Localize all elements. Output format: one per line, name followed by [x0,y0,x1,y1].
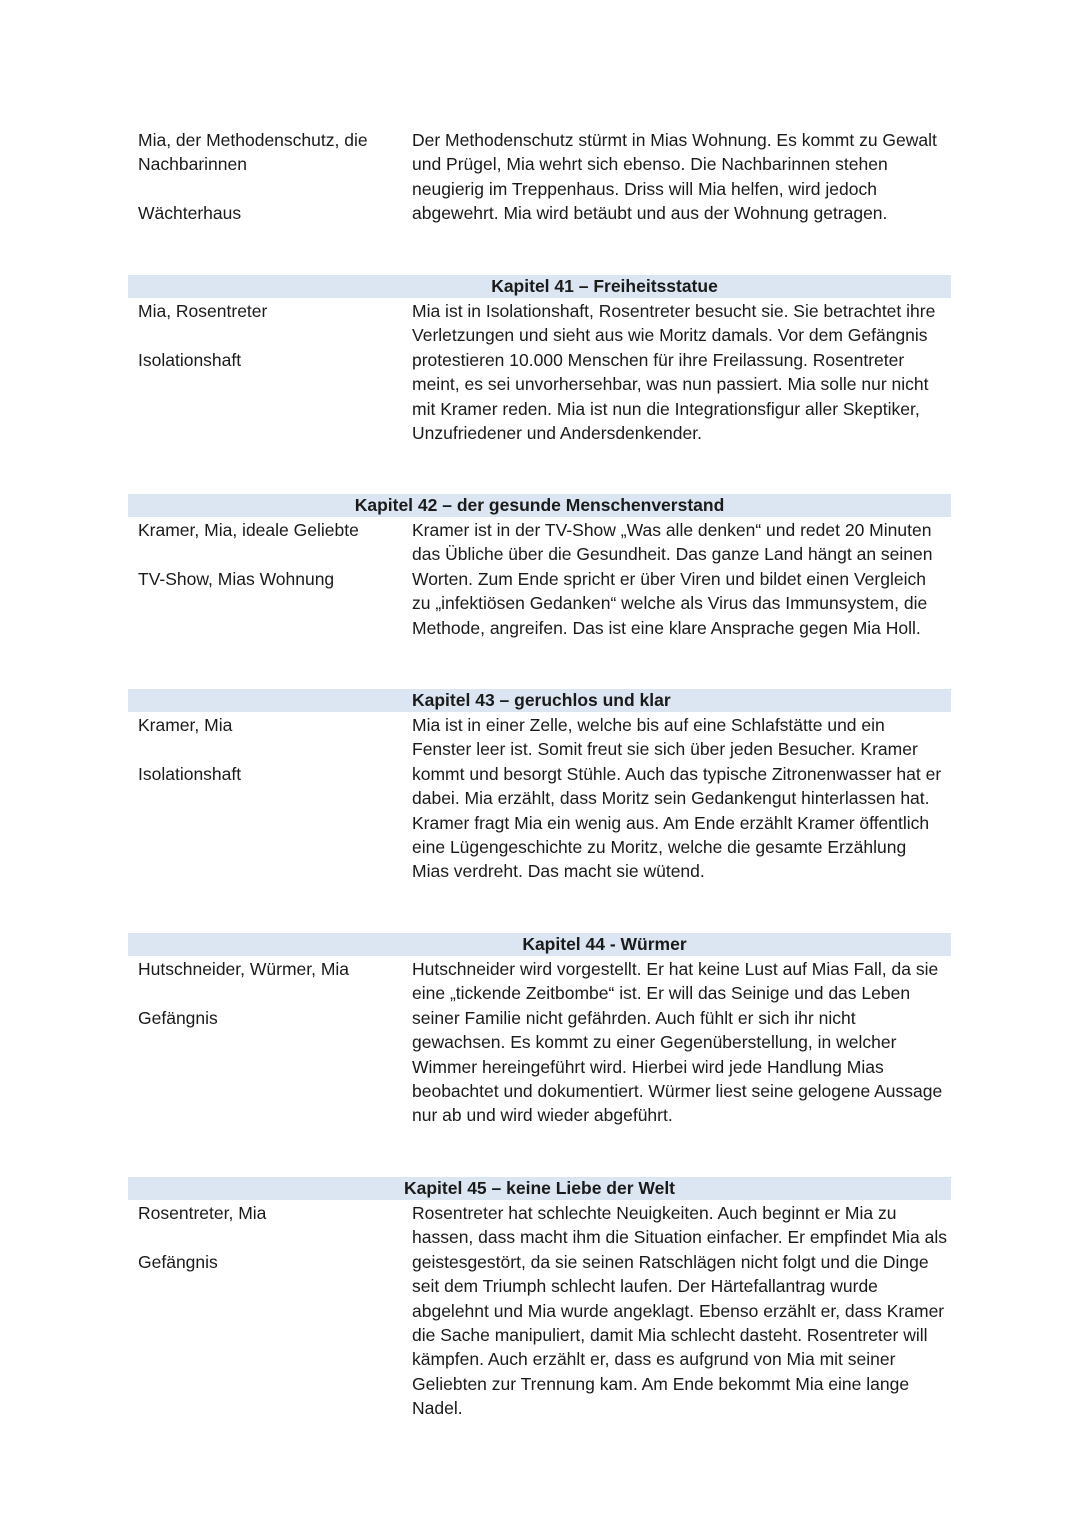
summary-text: Mia ist in Isolationshaft, Rosentreter besucht sie. Sie betrachtet ihre Verletzungen und sieht aus wie Moritz damals. Vor dem Gefängnis protestieren 10.000 Menschen für ihre Freilassung. Rosentreter meint, es sei unvorhersehbar, was nun passiert. Mia solle nur nicht mit Kramer reden. Mia ist nun die Integrationsfigur aller Skeptiker, Unzufriedener und Andersdenkender. [412,301,936,444]
chapter-heading: Kapitel 43 – geruchlos und klar [128,689,951,712]
persons-line-1: Mia, der Methodenschutz, die [138,130,368,150]
section-kapitel-42 [128,494,951,674]
summary-text: Mia ist in einer Zelle, welche bis auf eine Schlafstätte und ein Fenster leer ist. Somit freut sie sich über jeden Besucher. Kramer kommt und besorgt Stühle. Auch das typische Zitronenwasser hat er dabei. Mia erzählt, dass Moritz sein Gedankengut hinterlassen hat. Kramer fragt Mia ein wenig aus. Am Ende erzählt Kramer öffentlich eine Lügengeschichte zu Moritz, welche die gesamte Erzählung Mias verdreht. Das macht sie wütend. [412,715,942,882]
section-kapitel-41 [128,275,951,475]
chapter-heading: Kapitel 41 – Freiheitsstatue [128,275,951,298]
section-intro [128,128,951,258]
persons-line-2: Nachbarinnen [138,154,247,175]
summary-text: Hutschneider wird vorgestellt. Er hat keine Lust auf Mias Fall, da sie eine „tickende Zeitbombe“ ist. Er will das Seinige und das Leben seiner Familie nicht gefährden. Auch fühlt er sich ihr nicht gewachsen. Es kommt zu einer Gegenüberstellung, in welcher Wimmer hereingeführt wird. Hierbei wird jede Handlung Mias beobachtet und dokumentiert. Würmer liest seine gelogene Aussage nur ab und wird wieder abgeführt. [412,959,943,1126]
summary-text: Kramer ist in der TV-Show „Was alle denken“ und redet 20 Minuten das Übliche über die Gesundheit. Das ganze Land hängt an seinen Worten. Zum Ende spricht er über Viren und bildet einen Vergleich zu „infektiösen Gedanken“ welche als Virus das Immunsystem, die Methode, angreifen. Das ist eine klare Ansprache gegen Mia Holl. [412,520,933,638]
persons: Hutschneider, Würmer, Mia [138,959,350,979]
section-meta [138,1201,393,1274]
persons: Kramer, Mia, ideale Geliebte [138,520,359,540]
location: Gefängnis [138,1251,218,1272]
section-meta [138,299,393,372]
location: Isolationshaft [138,349,242,370]
chapter-heading: Kapitel 42 – der gesunde Menschenverstand [128,494,951,517]
persons: Rosentreter, Mia [138,1203,267,1223]
chapter-heading: Kapitel 44 - Würmer [128,933,951,956]
summary-text: Der Methodenschutz stürmt in Mias Wohnung. Es kommt zu Gewalt und Prügel, Mia wehrt sich ebenso. Die Nachbarinnen stehen neugierig im Treppenhaus. Driss will Mia helfen, wird jedoch abgewehrt. Mia wird betäubt und aus der Wohnung getragen. [412,130,937,224]
section-kapitel-44 [128,933,951,1143]
location: Isolationshaft [138,763,242,784]
chapter-heading: Kapitel 45 – keine Liebe der Welt [128,1177,951,1200]
section-meta [138,128,393,226]
persons: Mia, Rosentreter [138,301,268,321]
section-meta [138,713,393,786]
location: Gefängnis [138,1007,218,1028]
location: TV-Show, Mias Wohnung [138,568,335,589]
section-kapitel-45 [128,1177,951,1437]
location: Wächterhaus [138,203,242,224]
section-meta [138,957,393,1030]
persons: Kramer, Mia [138,715,233,735]
section-kapitel-43 [128,689,951,919]
summary-text: Rosentreter hat schlechte Neuigkeiten. Auch beginnt er Mia zu hassen, dass macht ihm die Situation einfacher. Er empfindet Mia als geistesgestört, da sie seinen Ratschlägen nicht folgt und die Dinge seit dem Triumph schlecht laufen. Der Härtefallantrag wurde abgelehnt und Mia wurde angeklagt. Ebenso erzählt er, dass Kramer die Sache manipuliert, damit Mia schlecht dasteht. Rosentreter will kämpfen. Auch erzählt er, dass es aufgrund von Mia mit seiner Geliebten zur Trennung kam. Am Ende bekommt Mia eine lange Nadel. [412,1203,947,1419]
section-meta [138,518,393,591]
